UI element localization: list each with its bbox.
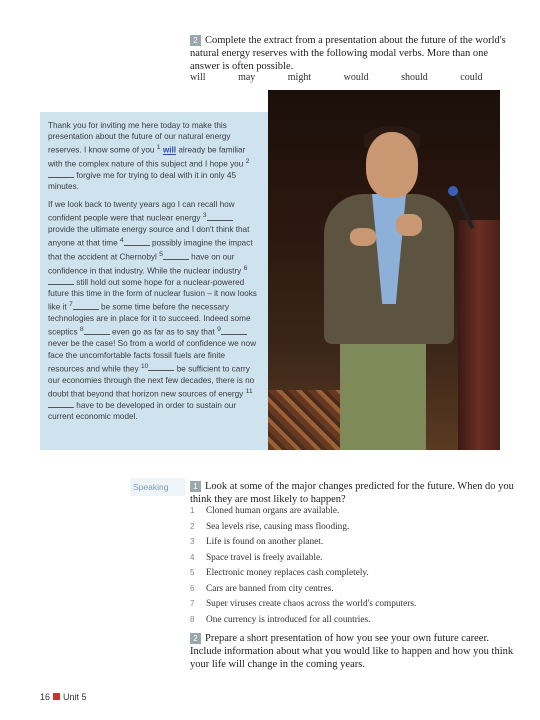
list-item: 1 Cloned human organs are available. xyxy=(190,506,340,516)
modal-verb: may xyxy=(238,72,256,83)
photo-hand-right xyxy=(396,214,422,236)
modal-verb-list xyxy=(190,72,520,83)
presenter-photo xyxy=(268,90,500,450)
modal-verb: should xyxy=(401,72,428,83)
page-footer xyxy=(40,692,87,702)
gap-blank[interactable] xyxy=(148,370,174,371)
extract-paragraph-2: If we look back to twenty years ago I can recall how confident people were that nuclear energy $^3$ provide the ultimate energy source and I don't think that anyone at that time $^4$ possibly imagine the impact that the accident at Chernobyl $^5$ have on our confidence in that industry. While the nuclear industry $^6$ still hold out some hope for a nuclear-powered future this time in the form of nuclear fusion – it now looks like it $^7$ be some time before the necessary technologies are in place for it to succeed. Indeed some sceptics $^8$ even go as far as to say that $^9$ never be the case! So from a world of confidence we now face the uncomfortable facts fossil fuels are finite resources and while they $^{10}$ be sufficient to carry our economies through the next few decades, there is no doubt that beyond that horizon new sources of energy $^{11}$ have to be developed in order to sustain our current economic model. xyxy=(48,199,257,422)
gap-blank[interactable] xyxy=(48,407,74,408)
footer-square-icon xyxy=(53,693,60,700)
page-number: 16 xyxy=(40,692,51,702)
microphone-head-icon xyxy=(448,186,458,196)
gap-blank[interactable] xyxy=(163,259,189,260)
modal-verb: will xyxy=(190,72,206,83)
predictions-list xyxy=(190,506,510,630)
exercise-2-instructions xyxy=(190,34,520,73)
gap-blank[interactable] xyxy=(48,177,74,178)
list-item: 4 Space travel is freely available. xyxy=(190,552,323,563)
list-item: 2 Sea levels rise, causing mass flooding. xyxy=(190,521,350,532)
list-item: 6 Cars are banned from city centres. xyxy=(190,583,334,594)
exercise-2-title: Complete the extract from a presentation about the future of the world's natural energy reserves with the following modal verbs. More than one answer is often possible. xyxy=(190,35,506,72)
speaking-section-label: Speaking xyxy=(133,482,169,492)
presentation-extract xyxy=(48,120,258,428)
list-item: 8 One currency is introduced for all countries. xyxy=(190,614,371,625)
modal-verb: would xyxy=(343,72,369,83)
speaking-exercise-1-title: Look at some of the major changes predicted for the future. When do you think they are most likely to happen? xyxy=(190,481,514,505)
gap-blank[interactable] xyxy=(84,334,110,335)
list-item: 5 Electronic money replaces cash completely. xyxy=(190,568,369,578)
gap-blank[interactable] xyxy=(73,309,99,310)
gap-example-answer: will xyxy=(162,146,177,156)
modal-verb: might xyxy=(287,72,312,83)
gap-blank[interactable] xyxy=(207,220,233,221)
exercise-number-badge: 1 xyxy=(190,481,201,492)
gap-blank[interactable] xyxy=(221,334,247,335)
photo-trousers xyxy=(340,340,426,450)
extract-paragraph-1: Thank you for inviting me here today to make this presentation about the future of our natural energy reserves. I know some of you $^1$ will already be familiar with the complex nature of this subject and I hope you $^2$ forgive me for trying to deal with it in only 45 minutes. xyxy=(48,121,250,192)
speaking-exercise-2 xyxy=(190,632,515,671)
modal-verb: could xyxy=(460,72,483,83)
list-item: 7 Super viruses create chaos across the world's computers. xyxy=(190,599,417,609)
gap-blank[interactable] xyxy=(48,284,74,285)
list-item: 3 Life is found on another planet. xyxy=(190,537,324,547)
photo-head xyxy=(366,132,418,198)
speaking-exercise-2-title: Prepare a short presentation of how you see your own future career. Include information about what you would like to happen and how you think your life will change in the coming years. xyxy=(190,633,514,670)
photo-hand-left xyxy=(350,228,376,246)
speaking-exercise-1 xyxy=(190,480,515,506)
photo-lectern xyxy=(458,220,500,450)
exercise-number-badge: 2 xyxy=(190,633,201,644)
gap-blank[interactable] xyxy=(124,245,150,246)
unit-label: Unit 5 xyxy=(63,692,87,702)
exercise-number-badge: 2 xyxy=(190,35,201,46)
